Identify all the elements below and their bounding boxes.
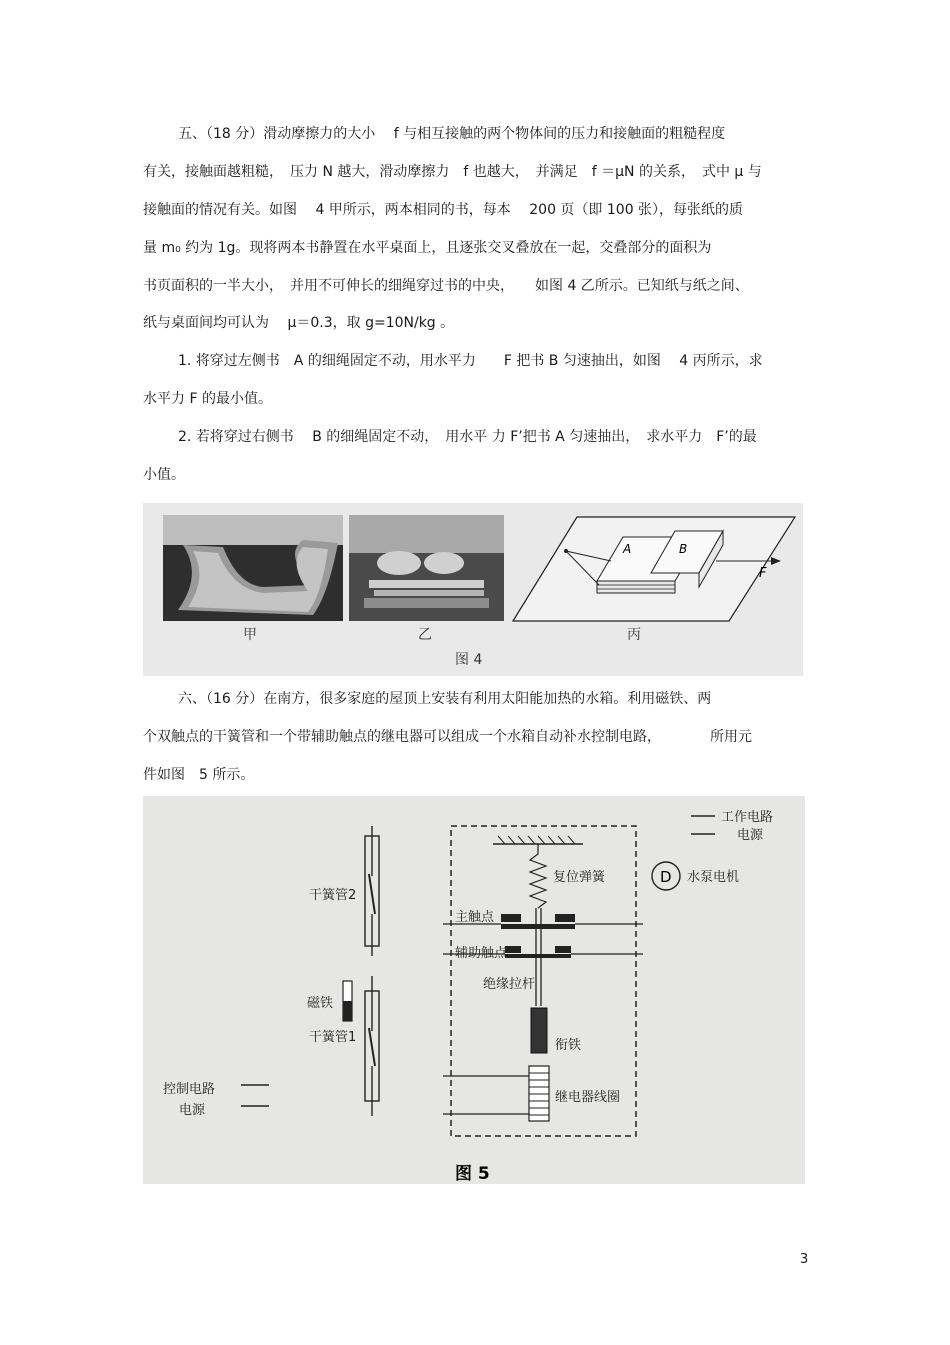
figure-4 xyxy=(143,503,803,676)
p5-line-1: 五、（18 分）滑动摩擦力的大小 f 与相互接触的两个物体间的压力和接触面的粗糙程度 xyxy=(178,126,726,142)
label-pump-motor: 水泵电机 xyxy=(687,870,740,885)
p5-line-2: 有关，接触面越粗糙， 压力 N 越大，滑动摩擦力 f 也越大， 并满足 f ＝μN 的关系， 式中 μ 与 xyxy=(143,164,762,180)
motor-symbol: D xyxy=(660,868,672,886)
label-book-b: B xyxy=(679,542,688,556)
label-book-a: A xyxy=(623,542,632,556)
p6-line-2: 个双触点的干簧管和一个带辅助触点的继电器可以组成一个水箱自动补水控制电路， 所用元 xyxy=(143,729,752,745)
p6-line-1: 六、（16 分）在南方，很多家庭的屋顶上安装有利用太阳能加热的水箱。利用磁铁、两 xyxy=(178,691,712,707)
panel-label-jia: 甲 xyxy=(243,627,257,643)
label-insulating-rod: 绝缘拉杆 xyxy=(483,977,536,992)
q2-line-1: 2. 若将穿过右侧书 B 的细绳固定不动， 用水平 力 F’把书 A 匀速抽出， 求水平力 F’的最 xyxy=(178,429,757,445)
label-aux-contact: 辅助触点 xyxy=(455,946,508,961)
label-reed-switch-1: 干簧管1 xyxy=(309,1030,357,1045)
p5-line-4: 量 m₀ 约为 1g。现将两本书静置在水平桌面上，且逐张交叉叠放在一起，交叠部分的面积为 xyxy=(143,240,712,256)
panel-label-bing: 丙 xyxy=(627,627,641,643)
label-relay-coil: 继电器线圈 xyxy=(555,1090,621,1105)
p5-line-5: 书页面积的一半大小， 并用不可伸长的细绳穿过书的中央， 如图 4 乙所示。已知纸与纸之间、 xyxy=(143,278,749,294)
label-work-power-2: 电源 xyxy=(737,828,764,843)
figure-5-caption: 图 5 xyxy=(455,1164,490,1184)
label-control-power-1: 控制电路 xyxy=(163,1082,216,1097)
label-reed-switch-2: 干簧管2 xyxy=(309,888,357,903)
panel-label-yi: 乙 xyxy=(418,627,432,643)
label-spring: 复位弹簧 xyxy=(553,870,606,885)
p5-line-3: 接触面的情况有关。如图 4 甲所示，两本相同的书，每本 200 页（即 100 张），每张纸的质 xyxy=(143,202,744,218)
label-magnet: 磁铁 xyxy=(307,996,334,1011)
label-control-power-2: 电源 xyxy=(179,1103,206,1118)
p6-line-3: 件如图 5 所示。 xyxy=(143,767,255,783)
figure-4-caption: 图 4 xyxy=(455,652,483,668)
diagram-bing xyxy=(511,513,797,625)
q1-line-1: 1. 将穿过左侧书 A 的细绳固定不动，用水平力 F 把书 B 匀速抽出，如图 4 丙所示，求 xyxy=(178,353,763,369)
q1-line-2: 水平力 F 的最小值。 xyxy=(143,391,272,407)
label-work-power-1: 工作电路 xyxy=(721,810,774,825)
label-armature: 衔铁 xyxy=(555,1038,582,1053)
label-main-contact: 主触点 xyxy=(455,910,495,925)
p5-line-6: 纸与桌面间均可认为 μ＝0.3，取 g=10N/kg 。 xyxy=(143,315,455,331)
photo-yi xyxy=(349,515,504,621)
label-force-f: F xyxy=(759,566,767,581)
q2-line-2: 小值。 xyxy=(143,467,185,483)
page-number: 3 xyxy=(800,1252,809,1267)
photo-jia xyxy=(163,515,343,621)
figure-5 xyxy=(143,796,805,1184)
